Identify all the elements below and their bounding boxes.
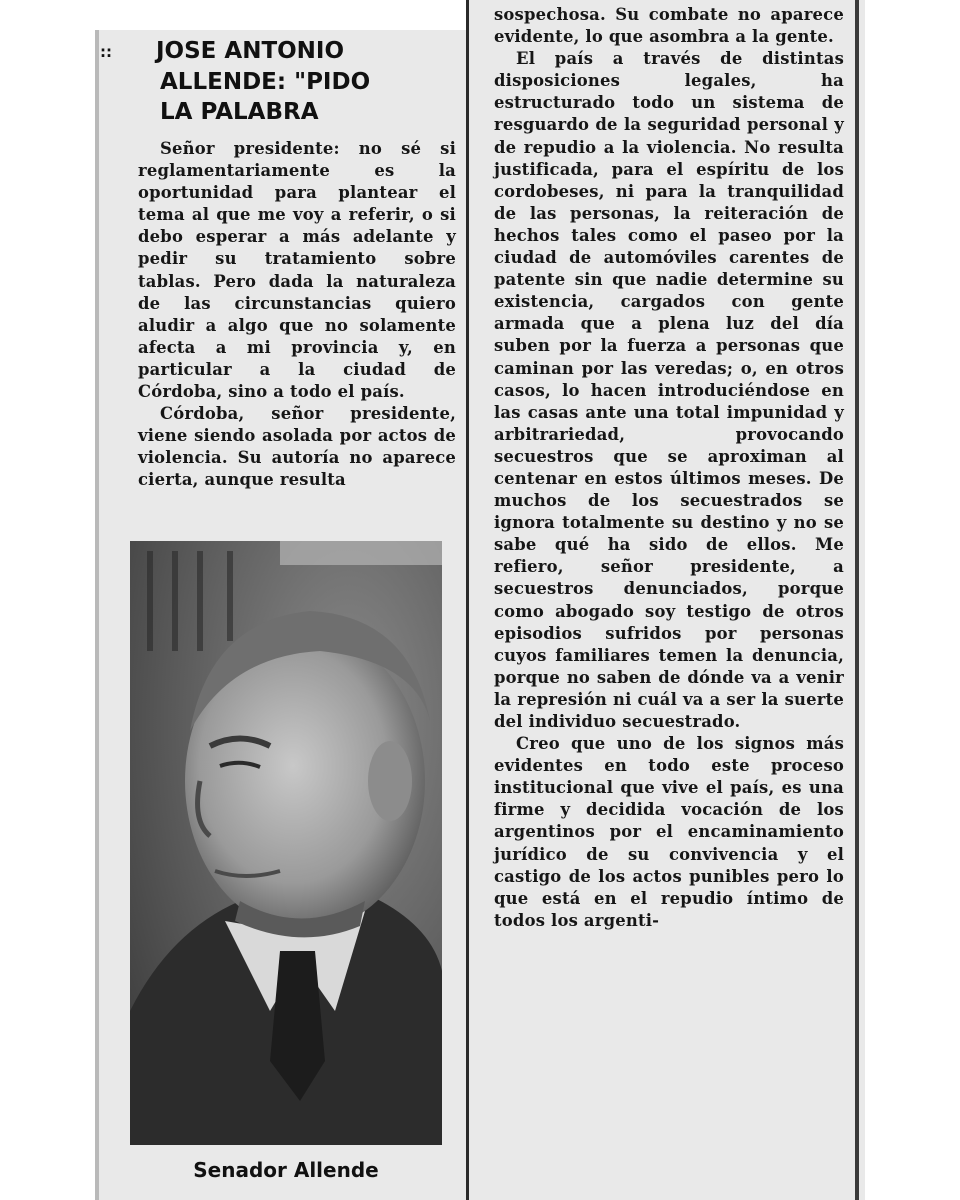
article-headline [100, 36, 460, 127]
portrait-illustration [130, 541, 442, 1145]
paragraph: Señor presidente: no sé si reglamentariamente es la oportunidad para plantear el tema al que me voy a referir, o si debo esperar a más adelante y pedir su tratamiento sobre tablas. Pero dada la naturaleza de las circunstancias quiero aludir a algo que no solamente afecta a mi provincia y, en particular a la ciudad de Córdoba, sino a todo el país. [138, 139, 456, 402]
paragraph: sospechosa. Su combate no aparece evidente, lo que asombra a la gente. [494, 5, 844, 47]
senator-portrait-photo [130, 541, 442, 1145]
paragraph: Córdoba, señor presidente, viene siendo asolada por actos de violencia. Su autoría no aparece cierta, aunque resulta [138, 404, 456, 490]
headline-text-1: JOSE ANTONIO [156, 38, 345, 64]
clipping-right-edge [855, 0, 859, 1200]
paragraph: Creo que uno de los signos más evidentes en todo este proceso institucional que vive el país, es una firme y decidida vocación de los argentinos por el encaminamiento jurídico de su convivencia y el castigo de los actos punibles pero lo que está en el repudio íntimo de todos los argenti- [494, 734, 844, 930]
clipping-left-edge [95, 30, 99, 1200]
left-column [138, 138, 456, 492]
photo-caption: Senador Allende [193, 1158, 379, 1182]
right-column [494, 4, 844, 932]
column-divider [466, 0, 469, 1200]
headline-line-1 [100, 36, 460, 67]
headline-line-2: ALLENDE: "PIDO [160, 68, 371, 95]
headline-line-3: LA PALABRA [160, 98, 319, 125]
headline-bullet: :: [100, 42, 112, 61]
paragraph: El país a través de distintas disposiciones legales, ha estructurado todo un sistema de resguardo de la seguridad personal y de repudio a la violencia. No resulta justificada, para el espíritu de los cordobeses, ni para la tranquilidad de las personas, la reiteración de hechos tales como el paseo por la ciudad de automóviles carentes de patente sin que nadie determine su existencia, cargados con gente armada que a plena luz del día suben por la fuerza a personas que caminan por las veredas; o, en otros casos, lo hacen introduciéndose en las casas ante una total impunidad y arbitrariedad, provocando secuestros que se aproximan al centenar en estos últimos meses. De muchos de los secuestrados se ignora totalmente su destino y no se sabe qué ha sido de ellos. Me refiero, señor presidente, a secuestros denunciados, porque como abogado soy testigo de otros episodios sufridos por personas cuyos familiares temen la denuncia, porque no saben de dónde va a venir la represión ni cuál va a ser la suerte del individuo secuestrado. [494, 49, 844, 731]
clipping-top-margin [95, 0, 467, 30]
